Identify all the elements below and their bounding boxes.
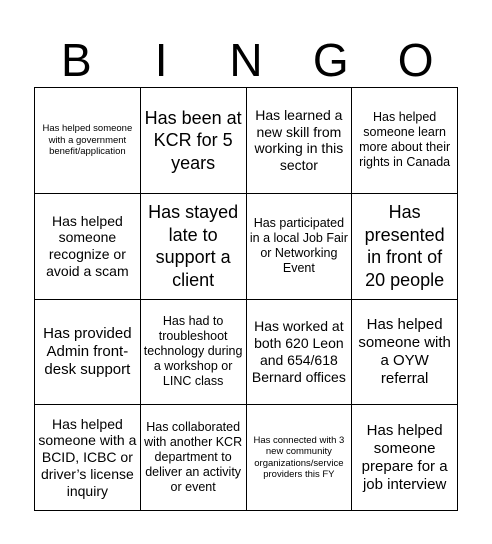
bingo-cell-r1c2[interactable] bbox=[141, 88, 247, 194]
cell-text: Has provided Admin front-desk support bbox=[43, 324, 132, 378]
cell-text: Has presented in front of 20 people bbox=[364, 202, 445, 290]
cell-text: Has helped someone learn more about their rights in Canada bbox=[359, 110, 451, 170]
bingo-cell-r3c3[interactable] bbox=[247, 300, 353, 406]
header-letter-g: G bbox=[312, 34, 349, 86]
bingo-cell-r2c2[interactable] bbox=[141, 194, 247, 300]
bingo-cell-r3c4[interactable] bbox=[352, 300, 458, 406]
cell-text: Has worked at both 620 Leon and 654/618 Bernard offices bbox=[251, 318, 346, 385]
cell-text: Has helped someone with a OYW referral bbox=[358, 315, 451, 387]
bingo-cell-r2c4[interactable] bbox=[352, 194, 458, 300]
cell-text: Has participated in a local Job Fair or Networking Event bbox=[249, 216, 348, 276]
bingo-grid bbox=[34, 87, 458, 511]
cell-text: Has helped someone prepare for a job interview bbox=[361, 421, 448, 493]
header-letter-b: B bbox=[61, 34, 92, 86]
cell-text: Has helped someone with a BCID, ICBC or driver’s license inquiry bbox=[38, 415, 137, 499]
bingo-cell-r2c3[interactable] bbox=[247, 194, 353, 300]
cell-text: Has learned a new skill from working in this sector bbox=[254, 106, 344, 174]
bingo-cell-r2c1[interactable] bbox=[35, 194, 141, 300]
header-letter-i: I bbox=[154, 34, 168, 86]
cell-text: Has helped someone with a government benefit/application bbox=[42, 123, 133, 158]
bingo-cell-r3c1[interactable] bbox=[35, 300, 141, 406]
bingo-cell-r1c1[interactable] bbox=[35, 88, 141, 194]
cell-text: Has stayed late to support a client bbox=[148, 202, 239, 290]
cell-text: Has collaborated with another KCR department to deliver an activity or event bbox=[144, 420, 243, 495]
bingo-cell-r1c3[interactable] bbox=[247, 88, 353, 194]
cell-text: Has been at KCR for 5 years bbox=[144, 107, 242, 173]
bingo-cell-r4c3[interactable] bbox=[247, 405, 353, 511]
cell-text: Has had to troubleshoot technology during a workshop or LINC class bbox=[143, 314, 243, 389]
cell-text: Has helped someone recognize or avoid a scam bbox=[46, 212, 129, 279]
bingo-cell-r1c4[interactable] bbox=[352, 88, 458, 194]
header-letter-o: O bbox=[397, 34, 434, 86]
cell-text: Has connected with 3 new community organizations/service providers this FY bbox=[253, 434, 345, 481]
bingo-cell-r4c1[interactable] bbox=[35, 405, 141, 511]
bingo-cell-r3c2[interactable] bbox=[141, 300, 247, 406]
header-letter-n: N bbox=[229, 34, 263, 86]
bingo-cell-r4c2[interactable] bbox=[141, 405, 247, 511]
bingo-cell-r4c4[interactable] bbox=[352, 405, 458, 511]
bingo-header bbox=[34, 34, 458, 86]
